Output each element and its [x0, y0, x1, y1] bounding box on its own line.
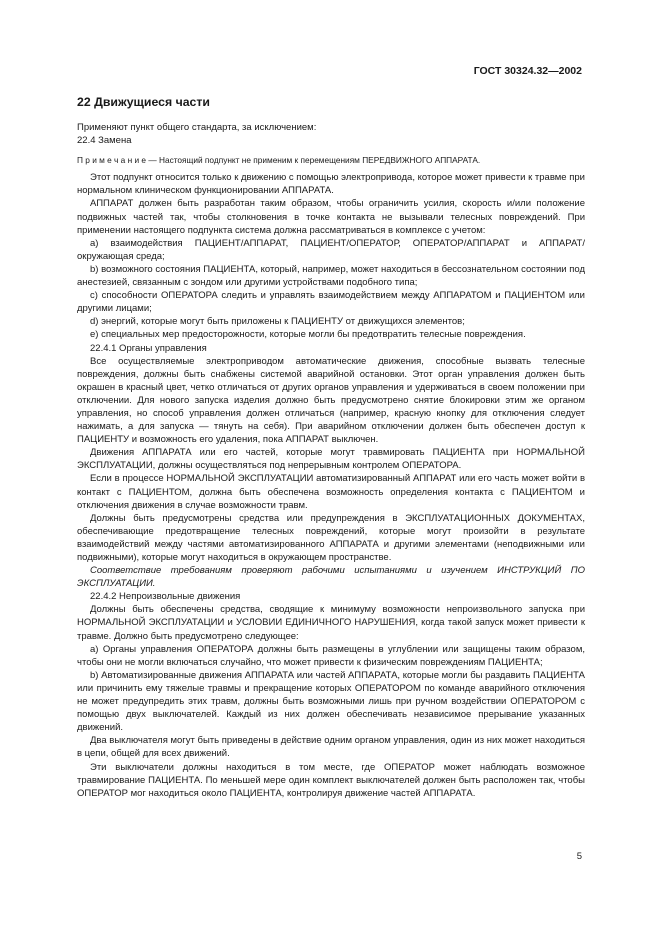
paragraph: Должны быть предусмотрены средства или предупреждения в ЭКСПЛУАТАЦИОННЫХ ДОКУМЕНТАХ, обеспечивающие предотвращение телесных повреждений, которые могут произойти в результате взаимодействий между частями автоматизированного АППАРАТА и другими элементами (неподвижными или подвижными), которые могут находиться в окружающем пространстве. [77, 512, 585, 563]
list-item: a) взаимодействия ПАЦИЕНТ/АППАРАТ, ПАЦИЕНТ/ОПЕРАТОР, ОПЕРАТОР/АППАРАТ и АППАРАТ/окружающая среда; [77, 237, 585, 262]
list-item: b) Автоматизированные движения АППАРАТА или частей АППАРАТА, которые могли бы раздавить ПАЦИЕНТА или причинить ему тяжелые травмы и прекращение которых ОПЕРАТОРОМ по команде аварийного отключения не может предупредить этих травм, должны быть возможными лишь при ручном воздействии ОПЕРАТОРОМ с помощью двух выключателей. Каждый из них должен обеспечивать независимое прерывание указанных движений. [77, 669, 585, 734]
paragraph: Применяют пункт общего стандарта, за исключением: [77, 122, 317, 133]
compliance-statement: Соответствие требованиям проверяют рабочими испытаниями и изучением ИНСТРУКЦИЙ ПО ЭКСПЛУАТАЦИИ. [77, 565, 585, 590]
subsection-heading: 22.4.1 Органы управления [90, 342, 207, 354]
paragraph: Два выключателя могут быть приведены в действие одним органом управления, один из них может находиться в цепи, общей для всех движений. [77, 735, 585, 760]
note [77, 154, 585, 167]
subsection-heading: 22.4.2 Непроизвольные движения [90, 591, 241, 603]
body-text [77, 121, 585, 800]
list-item: a) Органы управления ОПЕРАТОРА должны быть размещены в углублении или защищены таким образом, чтобы они не могли включаться случайно, что может привести к физическим повреждениям ПАЦИЕНТА; [77, 643, 585, 668]
paragraph: Должны быть обеспечены средства, сводящие к минимуму возможности непроизвольного запуска при НОРМАЛЬНОЙ ЭКСПЛУАТАЦИИ и УСЛОВИИ ЕДИНИЧНОГО НАРУШЕНИЯ, когда такой запуск может привести к травме. Должно быть предусмотрено следующее: [77, 604, 585, 642]
paragraph: Эти выключатели должны находиться в том месте, где ОПЕРАТОР может наблюдать возможное травмирование ПАЦИЕНТА. По меньшей мере один комплект выключателей должен быть расположен так, чтобы ОПЕРАТОР мог находиться около ПАЦИЕНТА, контролируя движение частей АППАРАТА. [77, 761, 585, 799]
paragraph: Если в процессе НОРМАЛЬНОЙ ЭКСПЛУАТАЦИИ автоматизированный АППАРАТ или его часть может войти в контакт с ПАЦИЕНТОМ, должна быть обеспечена возможность определения контакта с ПАЦИЕНТОМ и отключения движения в случае возможности травм. [77, 473, 585, 511]
note-label: П р и м е ч а н и е — [77, 155, 157, 166]
section-title: 22 Движущиеся части [77, 95, 210, 109]
list-item: d) энергий, которые могут быть приложены к ПАЦИЕНТУ от движущихся элементов; [90, 316, 465, 328]
paragraph: Этот подпункт относится только к движению с помощью электропривода, которое может привести к травме при нормальном клиническом функционировании АППАРАТА. [77, 172, 585, 197]
note-text: Настоящий подпункт не применим к перемещениям ПЕРЕДВИЖНОГО АППАРАТА. [156, 155, 481, 166]
list-item: b) возможного состояния ПАЦИЕНТА, который, например, может находиться в бессознательном состоянии под анестезией, связанным с зондом или другими устройствами подобного типа; [77, 263, 585, 289]
subsection-heading: 22.4 Замена [77, 135, 132, 147]
paragraph: Движения АППАРАТА или его частей, которые могут травмировать ПАЦИЕНТА при НОРМАЛЬНОЙ ЭКСПЛУАТАЦИИ, должны осуществляться под непрерывным контролем ОПЕРАТОРА. [77, 447, 585, 472]
paragraph: АППАРАТ должен быть разработан таким образом, чтобы ограничить усилия, скорость и/или положение подвижных частей так, чтобы столкновения в точке контакта не вызывали телесных повреждений. При применении настоящего подпункта система должна рассматриваться в комплексе с учетом: [77, 198, 585, 236]
paragraph: Все осуществляемые электроприводом автоматические движения, способные вызвать телесные повреждения, должны быть снабжены системой аварийной остановки. Этот орган управления должен быть окрашен в красный цвет, четко отличаться от других органов управления и удерживаться в своем положении при отключении. Для нового запуска изделия должно быть предусмотрено снятие блокировки этим же органом управления, но способ управления должен отличаться (например, красную кнопку для отключения следует нажимать, а для запуска — тянуть на себя). При аварийном отключении должен быть обеспечен доступ к ПАЦИЕНТУ и возможность его удаления, пока АППАРАТ выключен. [77, 355, 585, 446]
list-item: e) специальных мер предосторожности, которые могли бы предотвратить телесные повреждения. [90, 329, 526, 341]
list-item: c) способности ОПЕРАТОРА следить и управлять взаимодействием между АППАРАТОМ и ПАЦИЕНТОМ или другими лицами; [77, 290, 585, 315]
page-number: 5 [576, 851, 582, 862]
standard-header: ГОСТ 30324.32—2002 [473, 65, 582, 77]
